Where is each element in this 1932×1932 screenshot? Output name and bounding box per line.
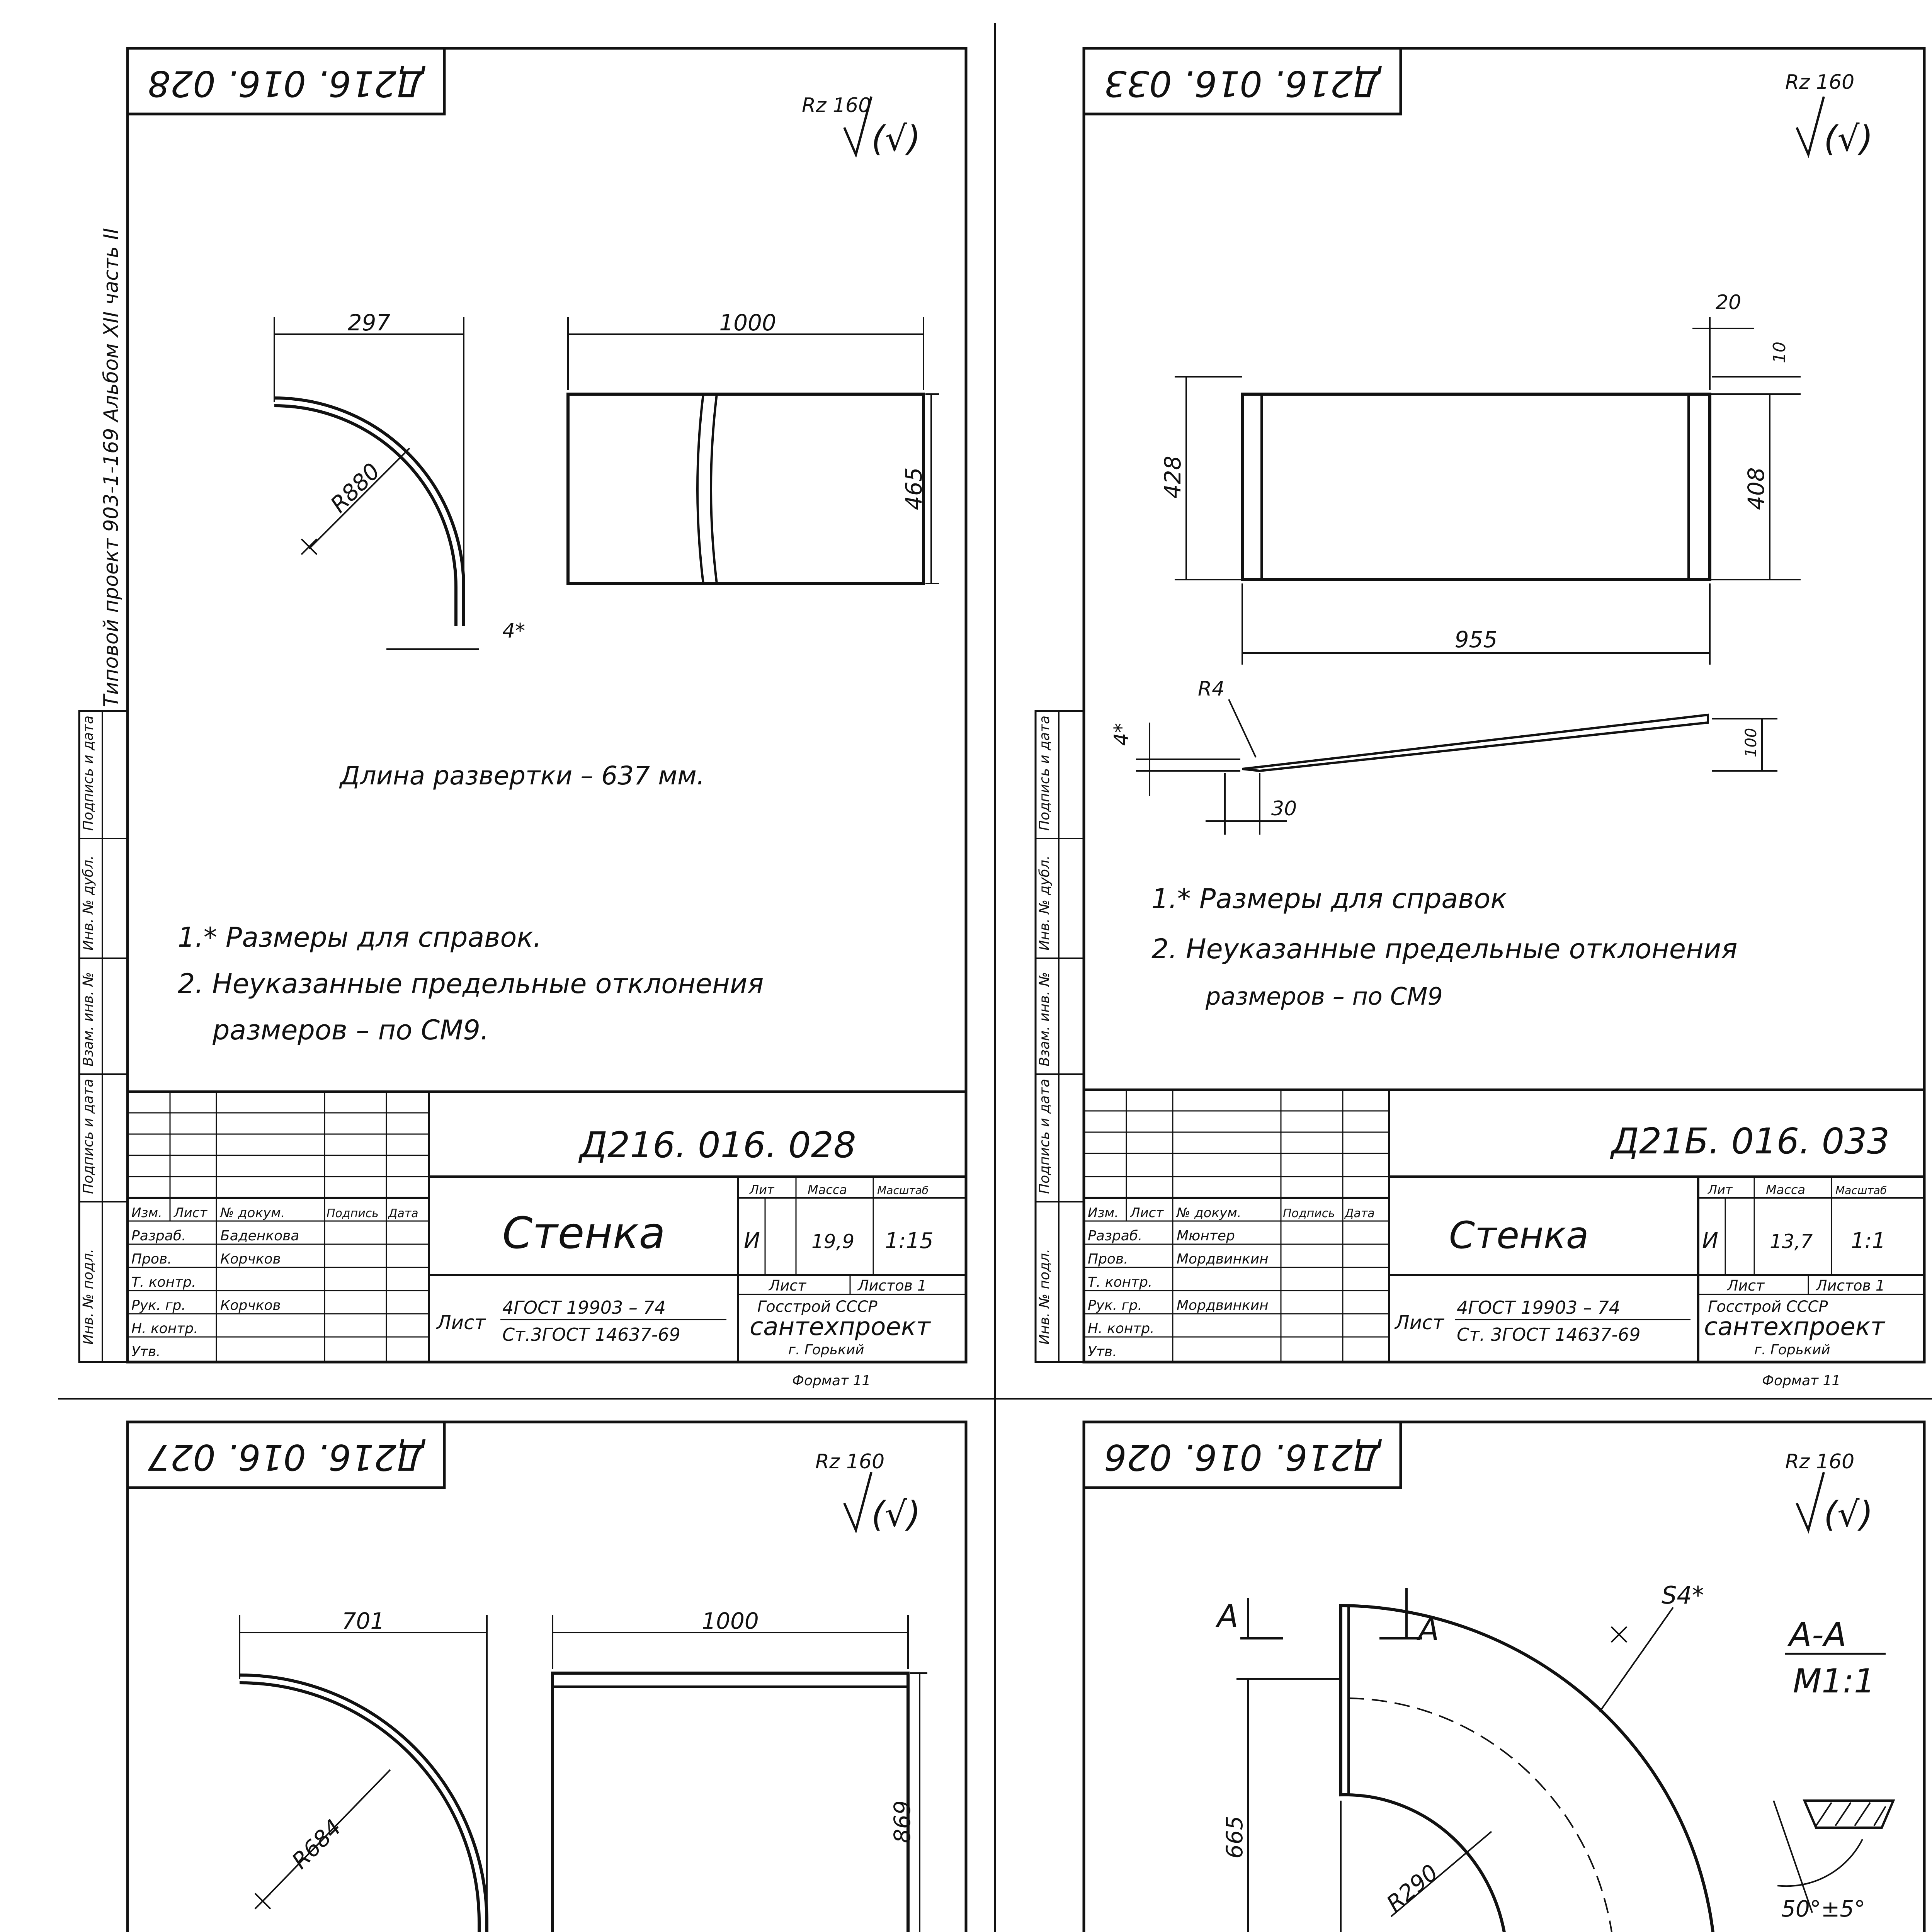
svg-text:1000: 1000 (702, 1608, 759, 1634)
svg-text:И: И (1702, 1228, 1718, 1253)
svg-text:Н. контр.: Н. контр. (1088, 1321, 1155, 1337)
svg-text:10: 10 (1770, 342, 1789, 363)
svg-text:Пров.: Пров. (131, 1251, 172, 1267)
svg-text:Рук. гр.: Рук. гр. (1088, 1298, 1142, 1313)
svg-text:Подпись и дата: Подпись и дата (1037, 715, 1053, 831)
svg-text:Корчков: Корчков (220, 1298, 281, 1313)
svg-text:Взам. инв. №: Взам. инв. № (80, 972, 96, 1066)
svg-text:Н. контр.: Н. контр. (131, 1321, 198, 1337)
svg-text:Масса: Масса (808, 1182, 847, 1197)
svg-text:сантехпроект: сантехпроект (750, 1313, 930, 1341)
svg-text:Инв. № подл.: Инв. № подл. (1037, 1248, 1053, 1345)
svg-text:R4: R4 (1198, 677, 1225, 701)
svg-text:Мордвинкин: Мордвинкин (1177, 1251, 1269, 1267)
part-drawing (1110, 291, 1801, 835)
sheet-028 (79, 48, 966, 1389)
part-title: Стенка (1449, 1214, 1589, 1257)
svg-text:Госстрой СССР: Госстрой СССР (1708, 1298, 1828, 1316)
code-rotated: Д216. 016. 028 (148, 63, 424, 104)
svg-text:Взам. инв. №: Взам. инв. № (1037, 972, 1053, 1066)
svg-text:465: 465 (901, 467, 927, 510)
mass-value: 19,9 (811, 1230, 855, 1253)
drawing-number: Д216. 016. 028 (580, 1124, 856, 1166)
roughness-icon (844, 1472, 871, 1530)
svg-text:665: 665 (1221, 1816, 1248, 1859)
sheet-026 (1036, 1422, 1924, 1932)
svg-text:Rz 160: Rz 160 (1785, 71, 1855, 94)
svg-text:Дата: Дата (388, 1207, 418, 1220)
svg-text:И: И (744, 1228, 760, 1253)
note-1: 1.* Размеры для справок (1151, 883, 1507, 915)
svg-text:A: A (1217, 1598, 1238, 1634)
roughness-label: Rz 160 (802, 94, 871, 117)
svg-text:Подпись и дата: Подпись и дата (80, 715, 96, 831)
svg-text:50°±5°: 50°±5° (1781, 1896, 1866, 1922)
svg-text:Разраб.: Разраб. (1088, 1228, 1143, 1244)
svg-text:Листов 1: Листов 1 (858, 1277, 927, 1294)
svg-text:Лист: Лист (1395, 1311, 1444, 1334)
svg-text:Изм.: Изм. (131, 1205, 162, 1221)
svg-text:R290: R290 (1381, 1859, 1443, 1917)
svg-text:Масса: Масса (1766, 1182, 1806, 1197)
svg-text:Мордвинкин: Мордвинкин (1177, 1298, 1269, 1313)
svg-text:1000: 1000 (719, 310, 776, 336)
drawing-number: Д21Б. 016. 033 (1611, 1121, 1890, 1162)
title-block (1084, 1090, 1924, 1362)
svg-text:Утв.: Утв. (1088, 1344, 1117, 1360)
note-2: 2. Неуказанные предельные отклонения (178, 968, 764, 1000)
svg-text:Т. контр.: Т. контр. (1088, 1274, 1153, 1290)
svg-text:955: 955 (1454, 626, 1498, 653)
mass-value: 13,7 (1770, 1230, 1813, 1253)
project-side-note (100, 228, 123, 707)
svg-text:4*: 4* (1110, 723, 1133, 746)
sheet-frame (1084, 48, 1924, 1362)
svg-text:Масштаб: Масштаб (1835, 1184, 1887, 1197)
svg-text:M1:1: M1:1 (1793, 1662, 1875, 1701)
svg-text:4ГОСТ 19903 – 74: 4ГОСТ 19903 – 74 (502, 1297, 666, 1318)
svg-text:100: 100 (1742, 728, 1760, 757)
note-3: размеров – по СМ9. (213, 1014, 489, 1046)
svg-text:(√): (√) (871, 1494, 921, 1535)
svg-text:4*: 4* (502, 619, 526, 643)
svg-text:Лист: Лист (1727, 1277, 1765, 1294)
svg-text:Ст.3ГОСТ 14637-69: Ст.3ГОСТ 14637-69 (502, 1324, 680, 1345)
svg-text:Лист: Лист (1130, 1205, 1164, 1221)
title-block (128, 1092, 966, 1362)
unfold-length: Длина развертки – 637 мм. (340, 761, 705, 791)
svg-text:Разраб.: Разраб. (131, 1228, 186, 1244)
svg-text:№ докум.: № докум. (1177, 1205, 1242, 1221)
svg-text:Рук. гр.: Рук. гр. (131, 1298, 186, 1313)
svg-text:Подпись: Подпись (1283, 1207, 1335, 1220)
svg-text:(√): (√) (1824, 119, 1873, 159)
svg-text:(√): (√) (871, 119, 921, 159)
svg-text:4ГОСТ 19903 – 74: 4ГОСТ 19903 – 74 (1457, 1297, 1621, 1318)
svg-text:R880: R880 (325, 458, 385, 518)
svg-text:Мюнтер: Мюнтер (1177, 1228, 1235, 1244)
svg-text:(√): (√) (1824, 1494, 1873, 1535)
svg-text:869: 869 (889, 1800, 915, 1843)
svg-text:Д216. 016. 026: Д216. 016. 026 (1104, 1436, 1381, 1478)
note-1: 1.* Размеры для справок. (178, 922, 542, 953)
svg-text:428: 428 (1160, 456, 1186, 498)
svg-text:сантехпроект: сантехпроект (1704, 1313, 1885, 1341)
svg-text:№ докум.: № докум. (220, 1205, 285, 1221)
svg-text:Ст. 3ГОСТ 14637-69: Ст. 3ГОСТ 14637-69 (1457, 1324, 1641, 1345)
format-label: Формат 11 (792, 1373, 871, 1389)
scale-value: 1:1 (1851, 1228, 1886, 1253)
svg-text:Масштаб: Масштаб (877, 1184, 929, 1197)
svg-text:Rz 160: Rz 160 (1785, 1450, 1855, 1473)
note-3: размеров – по СМ9 (1206, 982, 1443, 1010)
roughness-icon (1797, 1472, 1824, 1530)
svg-text:Лит: Лит (1708, 1182, 1733, 1197)
svg-text:г. Горький: г. Горький (1754, 1342, 1830, 1358)
svg-text:701: 701 (342, 1608, 385, 1634)
svg-text:A: A (1418, 1612, 1439, 1648)
svg-text:408: 408 (1743, 467, 1769, 510)
svg-text:Д216. 016. 027: Д216. 016. 027 (148, 1436, 424, 1478)
part-drawing (240, 1608, 927, 1932)
svg-text:30: 30 (1271, 797, 1297, 820)
svg-text:Т. контр.: Т. контр. (131, 1274, 196, 1290)
svg-text:Корчков: Корчков (220, 1251, 281, 1267)
side-stamp (79, 711, 128, 1362)
sheet-frame (128, 1422, 966, 1932)
part-drawing (274, 310, 939, 649)
svg-text:Лист: Лист (769, 1277, 806, 1294)
svg-text:297: 297 (347, 310, 391, 336)
side-stamp (1036, 711, 1084, 1362)
svg-text:Инв. № дубл.: Инв. № дубл. (1037, 855, 1053, 951)
project-reference: Типовой проект 903-1-169 Альбом XII часть II (100, 228, 123, 707)
svg-text:Изм.: Изм. (1088, 1205, 1119, 1221)
svg-text:Лит: Лит (750, 1182, 774, 1197)
note-2: 2. Неуказанные предельные отклонения (1151, 933, 1738, 965)
roughness-icon (1797, 97, 1824, 155)
svg-text:Утв.: Утв. (131, 1344, 161, 1360)
format-label: Формат 11 (1762, 1373, 1841, 1389)
svg-text:г. Горький: г. Горький (788, 1342, 864, 1358)
svg-text:Листов 1: Листов 1 (1816, 1277, 1885, 1294)
sheet-027 (79, 1422, 966, 1932)
part-title: Стенка (502, 1208, 665, 1259)
svg-text:Лист: Лист (174, 1205, 207, 1221)
svg-text:Подпись и дата: Подпись и дата (80, 1078, 96, 1194)
svg-text:R684: R684 (286, 1814, 347, 1874)
svg-text:Инв. № подл.: Инв. № подл. (80, 1248, 96, 1345)
svg-text:Д216. 016. 033: Д216. 016. 033 (1104, 63, 1381, 104)
svg-text:20: 20 (1716, 291, 1742, 314)
svg-text:Пров.: Пров. (1088, 1251, 1128, 1267)
scale-value: 1:15 (885, 1228, 934, 1253)
svg-text:Подпись: Подпись (327, 1207, 379, 1220)
svg-text:Госстрой СССР: Госстрой СССР (757, 1298, 878, 1316)
svg-text:Лист: Лист (437, 1311, 486, 1334)
section-label: A-A (1789, 1616, 1847, 1654)
svg-text:Дата: Дата (1345, 1207, 1375, 1220)
part-drawing (1215, 1581, 1893, 1932)
sheet-033 (1036, 48, 1924, 1389)
svg-text:Инв. № дубл.: Инв. № дубл. (80, 855, 96, 951)
svg-text:Баденкова: Баденкова (220, 1228, 299, 1244)
svg-text:Подпись и дата: Подпись и дата (1037, 1078, 1053, 1194)
svg-text:S4*: S4* (1662, 1581, 1704, 1609)
svg-text:Rz 160: Rz 160 (815, 1450, 885, 1473)
